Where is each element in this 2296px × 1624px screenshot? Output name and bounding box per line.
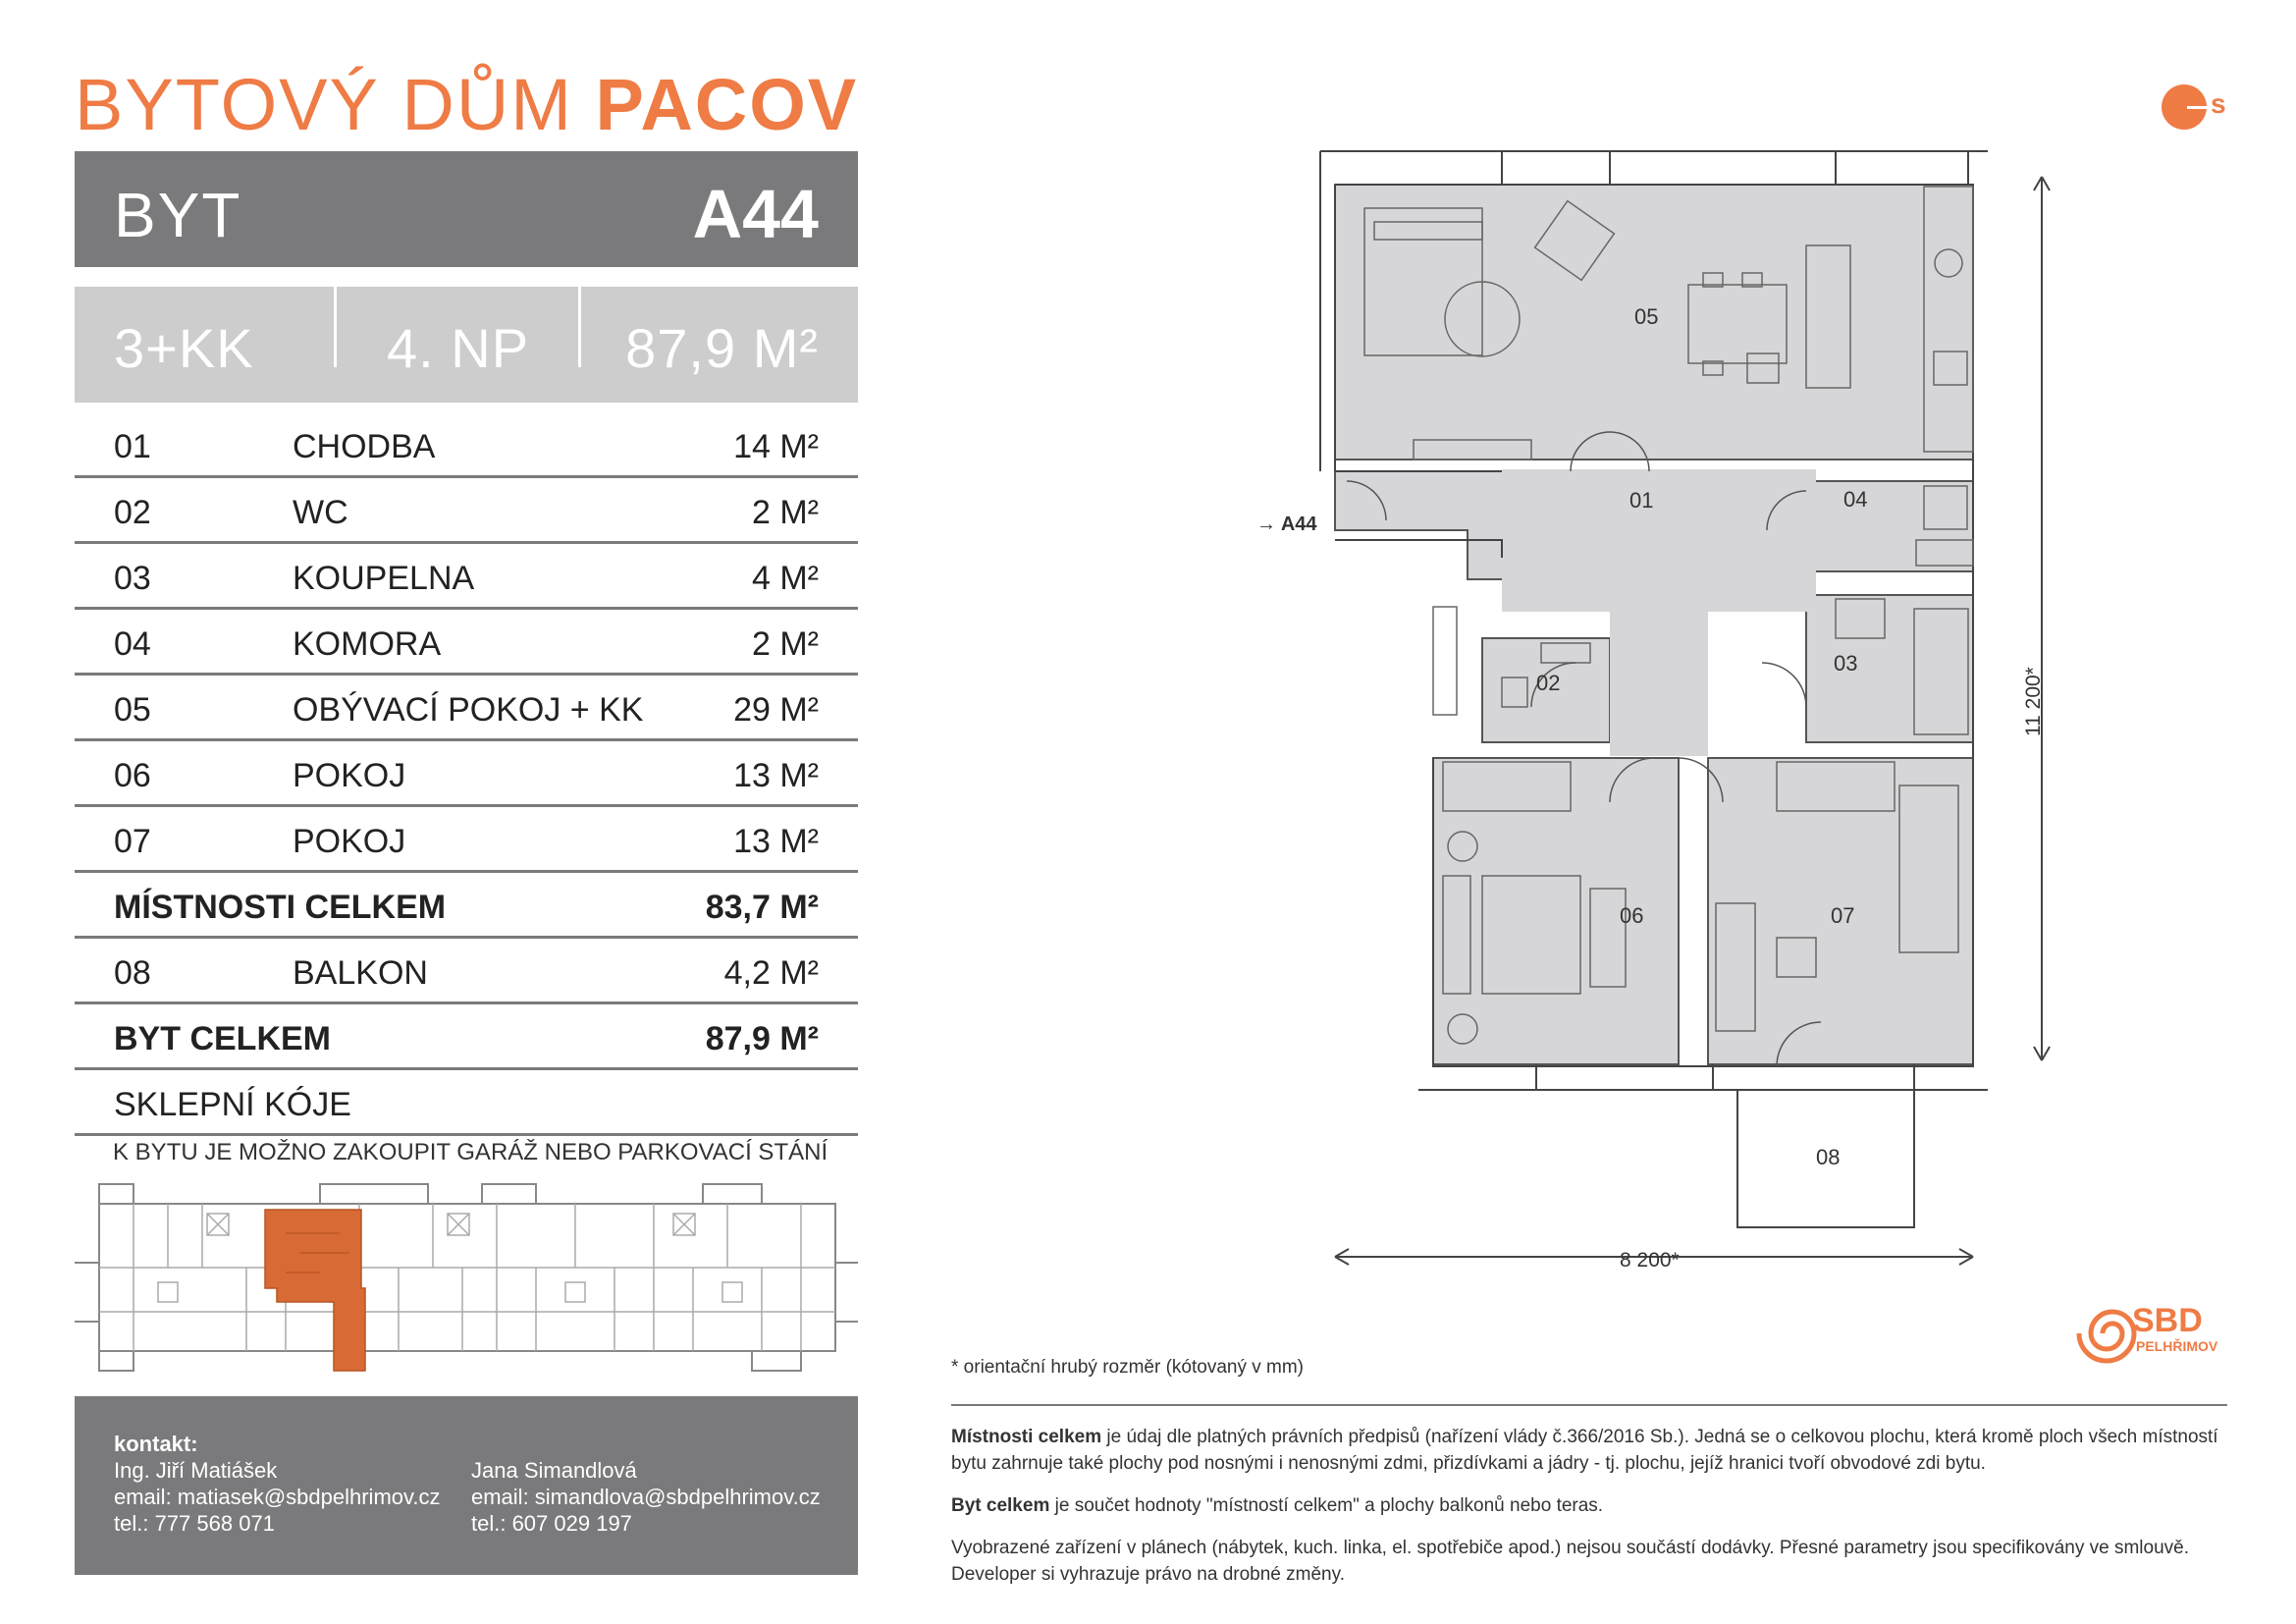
room-number: 06 xyxy=(114,757,151,794)
room-name: OBÝVACÍ POKOJ + KK xyxy=(293,691,644,729)
cellar-label: SKLEPNÍ KÓJE xyxy=(114,1086,351,1123)
room-number: 02 xyxy=(114,494,151,531)
dim-height-label: 11 200* xyxy=(2022,667,2045,736)
legal-paragraph-1 xyxy=(951,1424,2227,1477)
key-plan-notches xyxy=(99,1184,762,1204)
dimension-note: * orientační hrubý rozměr (kótovaný v mm) xyxy=(951,1357,1305,1378)
contact-box xyxy=(75,1396,858,1575)
contact-heading: kontakt: xyxy=(114,1432,198,1456)
legal-text: je součet hodnoty "místností celkem" a plochy balkonů nebo teras. xyxy=(1049,1495,1604,1516)
apartment-summary xyxy=(75,287,858,403)
contact-person-2 xyxy=(471,1457,821,1537)
contact-email[interactable]: email: simandlova@sbdpelhrimov.cz xyxy=(471,1485,821,1509)
room-name: POKOJ xyxy=(293,757,406,794)
table-row xyxy=(75,676,858,741)
room-number: 08 xyxy=(114,954,151,992)
contact-name: Ing. Jiří Matiášek xyxy=(114,1458,278,1483)
table-row xyxy=(75,807,858,873)
rooms-total-area: 83,7 M² xyxy=(705,889,819,926)
legal-notes xyxy=(951,1424,2227,1603)
apartment-number: A44 xyxy=(692,176,819,252)
contact-email[interactable]: email: matiasek@sbdpelhrimov.cz xyxy=(114,1485,441,1509)
room-table xyxy=(75,412,858,1136)
layout-type: 3+KK xyxy=(114,317,254,379)
room-number: 03 xyxy=(114,560,151,597)
table-row xyxy=(75,939,858,1004)
legal-paragraph-3: Vyobrazené zařízení v plánech (nábytek, kuch. linka, el. spotřebiče apod.) nejsou součástí dodávky. Přesné parametry jsou specifikovány ve smlouvě. Developer si vyhrazuje právo na drobné změny. xyxy=(951,1538,2189,1585)
garage-note: K BYTU JE MOŽNO ZAKOUPIT GARÁŽ NEBO PARKOVACÍ STÁNÍ xyxy=(113,1139,828,1165)
summary-divider xyxy=(578,287,581,367)
table-row xyxy=(75,741,858,807)
floor-level: 4. NP xyxy=(387,317,530,379)
room-name: KOMORA xyxy=(293,625,442,663)
legal-term: Místnosti celkem xyxy=(951,1427,1102,1447)
room-04 xyxy=(1806,481,1973,571)
brand-line-icon xyxy=(2187,106,2209,109)
apartment-total-label: BYT CELKEM xyxy=(114,1020,331,1057)
legal-paragraph-2 xyxy=(951,1492,2227,1519)
room-number: 04 xyxy=(114,625,151,663)
brand-letter: s xyxy=(2211,88,2226,119)
apartment-header xyxy=(75,151,858,267)
room-area: 13 M² xyxy=(733,757,819,794)
building-title xyxy=(75,64,859,145)
room-name: POKOJ xyxy=(293,823,406,860)
sbd-logo xyxy=(2071,1294,2238,1369)
table-row xyxy=(75,478,858,544)
rooms-total-label: MÍSTNOSTI CELKEM xyxy=(114,889,447,926)
room-number: 05 xyxy=(114,691,151,729)
room-area: 14 M² xyxy=(733,428,819,465)
room-number: 01 xyxy=(114,428,151,465)
room-name: WC xyxy=(293,494,348,531)
total-area: 87,9 M² xyxy=(625,317,819,379)
room-label-07: 07 xyxy=(1831,903,1855,928)
room-name: BALKON xyxy=(293,954,428,992)
room-label-05: 05 xyxy=(1634,304,1659,329)
building-title-bold: PACOV xyxy=(595,64,859,145)
summary-divider xyxy=(334,287,337,367)
apartment-total-row xyxy=(75,1004,858,1070)
table-row xyxy=(75,544,858,610)
floor-key-plan xyxy=(75,1174,858,1382)
sbd-logo-sub: PELHŘIMOV xyxy=(2136,1338,2218,1354)
building-title-light: BYTOVÝ DŮM xyxy=(75,64,573,145)
table-row xyxy=(75,610,858,676)
room-area: 2 M² xyxy=(752,625,819,663)
room-03 xyxy=(1806,595,1973,742)
contact-phone[interactable]: tel.: 777 568 071 xyxy=(114,1511,275,1536)
sbd-logo-text: SBD xyxy=(2132,1302,2203,1339)
room-label-04: 04 xyxy=(1843,487,1868,512)
floor-plan xyxy=(1207,147,2071,1272)
legal-text: je údaj dle platných právních předpisů (nařízení vlády č.366/2016 Sb.). Jedná se o celkovou plochu, která kromě ploch všech místností bytu zahrnuje také plochy pod nosnými i nenosnými zdmi, přizdívkami a jádry - tj. plochu, jejíž hranici tvoří obvodové zdi bytu. xyxy=(951,1427,2218,1474)
room-area: 4 M² xyxy=(752,560,819,597)
room-label-06: 06 xyxy=(1620,903,1644,928)
room-label-03: 03 xyxy=(1834,651,1858,676)
room-area: 29 M² xyxy=(733,691,819,729)
room-label-08: 08 xyxy=(1816,1145,1841,1169)
legal-term: Byt celkem xyxy=(951,1495,1050,1516)
room-area: 4,2 M² xyxy=(723,954,819,992)
room-label-01: 01 xyxy=(1629,488,1654,513)
room-label-02: 02 xyxy=(1536,671,1561,695)
rooms-total-row xyxy=(75,873,858,939)
key-plan-notches xyxy=(75,1263,858,1371)
room-number: 07 xyxy=(114,823,151,860)
entry-label: → A44 xyxy=(1256,514,1317,535)
contact-name: Jana Simandlová xyxy=(471,1458,637,1483)
room-area: 2 M² xyxy=(752,494,819,531)
apartment-label: BYT xyxy=(114,180,242,250)
apartment-total-area: 87,9 M² xyxy=(705,1020,819,1057)
key-plan-outline xyxy=(99,1204,835,1351)
divider xyxy=(951,1404,2227,1406)
contact-phone[interactable]: tel.: 607 029 197 xyxy=(471,1511,632,1536)
room-area: 13 M² xyxy=(733,823,819,860)
room-name: KOUPELNA xyxy=(293,560,475,597)
cellar-row xyxy=(75,1070,858,1136)
contact-person-1 xyxy=(114,1457,440,1537)
table-row xyxy=(75,412,858,478)
dim-width-label: 8 200* xyxy=(1620,1249,1680,1272)
room-name: CHODBA xyxy=(293,428,436,465)
